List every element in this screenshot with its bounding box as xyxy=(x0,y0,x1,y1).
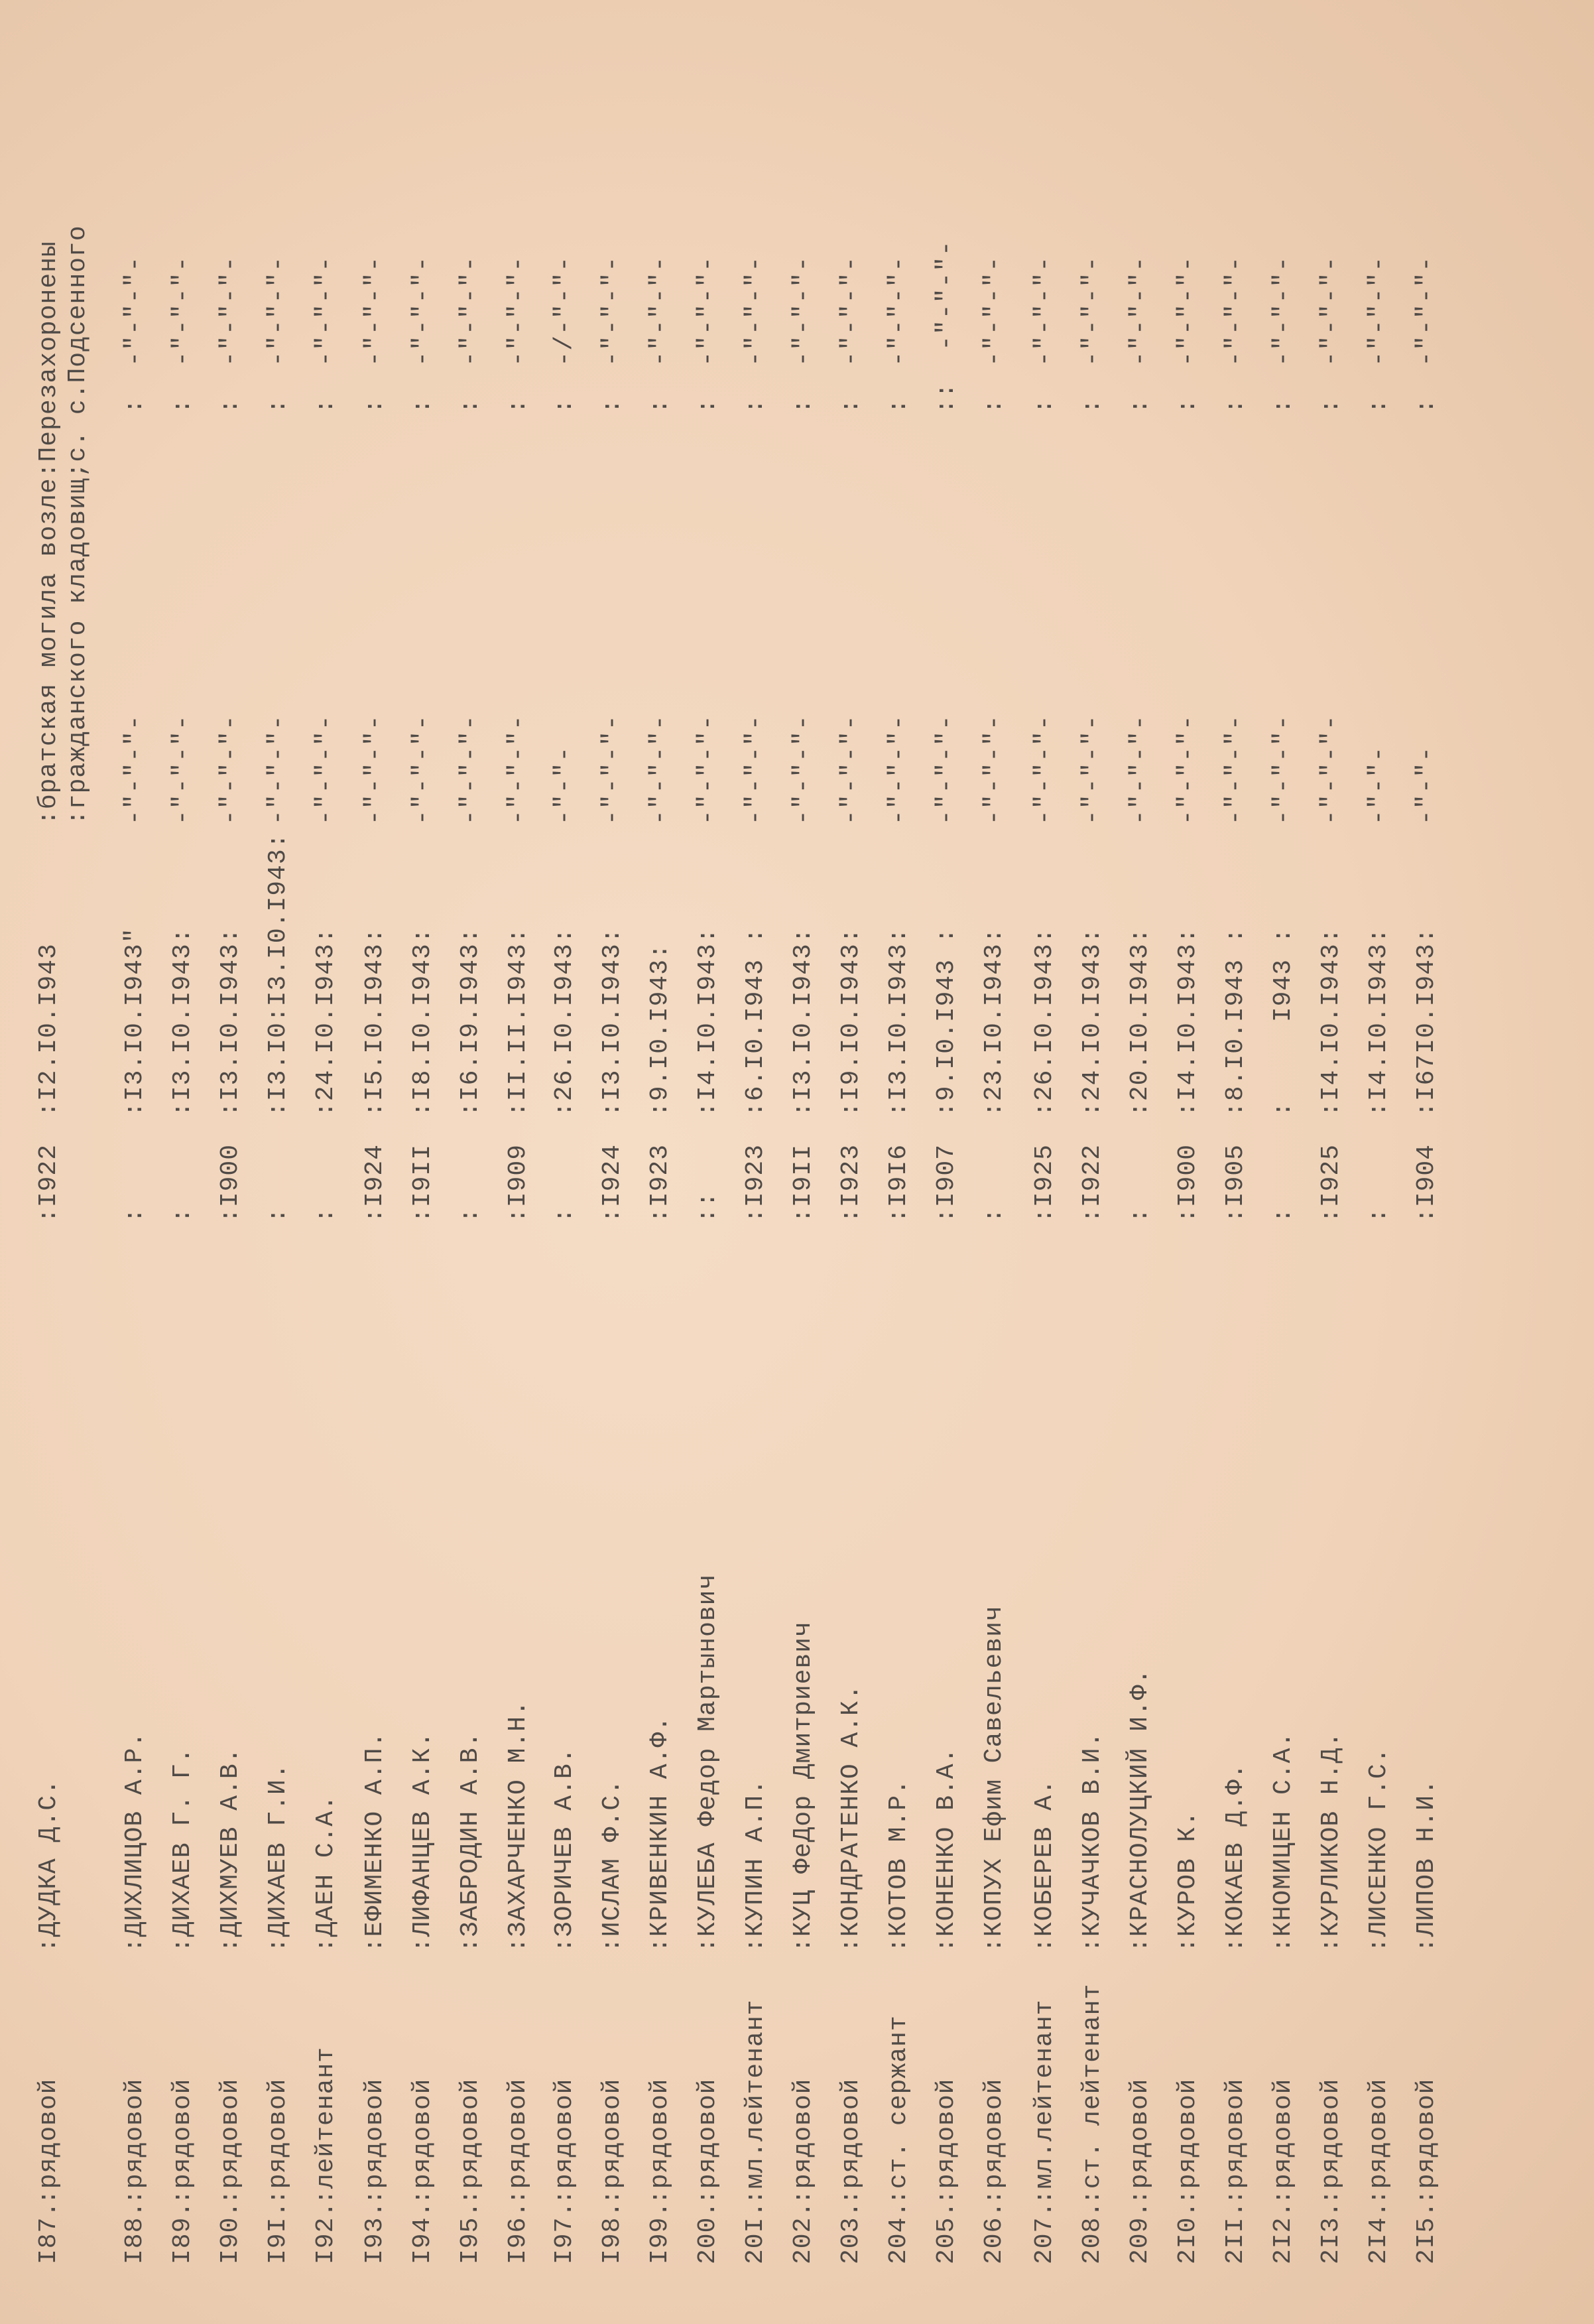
row-num: I94. xyxy=(408,2201,437,2264)
row-num: 2I5. xyxy=(1412,2201,1441,2264)
row-name: :КУЧАЧКОВ В.И. xyxy=(1078,1731,1107,1953)
row-rank: :рядовой xyxy=(980,2078,1009,2205)
row-note2: : -"-"-"- xyxy=(694,255,722,414)
row-name: :КРИВЕНКИН А.Ф. xyxy=(646,1715,674,1953)
row-year: :: xyxy=(694,1191,722,1223)
row-rank: :рядовой xyxy=(1221,2078,1250,2205)
row-rank: :рядовой xyxy=(598,2078,627,2205)
row-name: :КОТОВ М.Р. xyxy=(885,1779,913,1953)
row-year: :I9II xyxy=(789,1143,818,1223)
row-note2: : -"-"-"- xyxy=(1269,255,1298,414)
row-note2: : -"-"-"- xyxy=(741,255,770,414)
row-num: I93. xyxy=(361,2201,389,2264)
row-rank: :рядовой xyxy=(789,2078,818,2205)
row-date: :9.I0.I943 : xyxy=(932,927,961,1117)
row-rank: :рядовой xyxy=(550,2078,579,2205)
row-date: :I67I0.I943: xyxy=(1412,927,1441,1117)
row-num: 203. xyxy=(837,2201,865,2264)
row-note2: : -"-"-"- xyxy=(361,255,389,414)
row-num: 2II. xyxy=(1221,2201,1250,2264)
row-date: :8.I0.I943 : xyxy=(1221,927,1250,1117)
row-name: :КОБЕРЕВ А. xyxy=(1030,1779,1059,1953)
row-num: 2I2. xyxy=(1269,2201,1298,2264)
row-name: :ЛИСЕНКО Г.С. xyxy=(1365,1747,1393,1953)
row-note2: : -"-"-"- xyxy=(598,255,627,414)
row-year: : xyxy=(121,1207,149,1223)
row-num: 207. xyxy=(1030,2201,1059,2264)
row-rank: :мл.лейтенант xyxy=(741,1999,770,2205)
row-date: : I943 : xyxy=(1269,927,1298,1117)
row-date: :I4.I0.I943: xyxy=(1365,927,1393,1117)
row-name: :КУРОВ К. xyxy=(1174,1810,1202,1953)
row-note: -"-"-"- xyxy=(168,714,197,825)
row-note: -"-"-"- xyxy=(264,714,292,825)
row-num: I87. xyxy=(34,2201,63,2264)
row-rank: :рядовой xyxy=(408,2078,437,2205)
row-name: :КОКАЕВ Д.Ф. xyxy=(1221,1763,1250,1953)
row-note: -"-"-"- xyxy=(408,714,437,825)
row-date: :I4.I0.I943: xyxy=(1174,927,1202,1117)
row-rank: :рядовой xyxy=(1317,2078,1345,2205)
row-name: :ДИХМУЕВ А.В. xyxy=(216,1747,245,1953)
row-num: I96. xyxy=(504,2201,532,2264)
row-year: : xyxy=(312,1207,340,1223)
row-num: 2I3. xyxy=(1317,2201,1345,2264)
row-note: -"-"-"- xyxy=(885,714,913,825)
row-num: 204. xyxy=(885,2201,913,2264)
row-rank: :рядовой xyxy=(1412,2078,1441,2205)
row-date: :23.I0.I943: xyxy=(980,927,1009,1117)
row-year: :I925 xyxy=(1317,1143,1345,1223)
row-note2: : -"-"-"- xyxy=(1317,255,1345,414)
row-date: :I3.I0.I943: xyxy=(789,927,818,1117)
row-note: -"-"-"- xyxy=(789,714,818,825)
row-rank: :ст. сержант xyxy=(885,2015,913,2205)
row-num: I9I. xyxy=(264,2201,292,2264)
row-year: : xyxy=(168,1207,197,1223)
row-year: :I923 xyxy=(837,1143,865,1223)
row-note2: : -"-"-"- xyxy=(1126,255,1154,414)
row-date: :I4.I0.I943: xyxy=(694,927,722,1117)
row-year: :I924 xyxy=(598,1143,627,1223)
row-name: :КОНДРАТЕНКО А.К. xyxy=(837,1684,865,1953)
row-name: :КОНЕНКО В.А. xyxy=(932,1747,961,1953)
row-note2: : -"-"-"- xyxy=(1412,255,1441,414)
row-note2: : -"-"-"- xyxy=(1174,255,1202,414)
row-date: :I3.I0.I943" xyxy=(121,927,149,1117)
row-rank: :рядовой xyxy=(694,2078,722,2205)
row-year: :I904 xyxy=(1412,1143,1441,1223)
row-name: :КУЦ ФеДор Дмитриевич xyxy=(789,1621,818,1953)
row-num: 200. xyxy=(694,2201,722,2264)
row-note: -"-"-"- xyxy=(1317,714,1345,825)
row-rank: :рядовой xyxy=(121,2078,149,2205)
row-year: : xyxy=(264,1207,292,1223)
row-year: :I909 xyxy=(504,1143,532,1223)
row-name: :КУЛЕБА Федор Мартынович xyxy=(694,1573,722,1953)
row-note2: : -"-"-"- xyxy=(216,255,245,414)
row-year: :I907 xyxy=(932,1143,961,1223)
row-note2: : -"-"-"- xyxy=(1030,255,1059,414)
row-note2: : -"-"-"- xyxy=(408,255,437,414)
row-note2: : -"-"-"- xyxy=(312,255,340,414)
row-year: : xyxy=(456,1207,485,1223)
row-num: 205. xyxy=(932,2201,961,2264)
row-note: -"-"-"- xyxy=(121,714,149,825)
row-rank: :рядовой xyxy=(34,2078,63,2205)
row-num: I90. xyxy=(216,2201,245,2264)
row-note: -"-"- xyxy=(550,745,579,825)
row-rank: :рядовой xyxy=(216,2078,245,2205)
row-num: 2I4. xyxy=(1365,2201,1393,2264)
row-name: :ИСЛАМ Ф.С. xyxy=(598,1779,627,1953)
row-name: :ДАЕН С.А. xyxy=(312,1794,340,1953)
row-note2: : -"-"-"- xyxy=(1221,255,1250,414)
row-rank: :рядовой xyxy=(456,2078,485,2205)
row-note2: : -/-"-"- xyxy=(550,255,579,414)
row-rank: :лейтенант xyxy=(312,2046,340,2205)
row-year: : xyxy=(550,1207,579,1223)
row-name: :ДУДКА Д.С. xyxy=(34,1779,63,1953)
row-num: 20I. xyxy=(741,2201,770,2264)
row-date: :I9.I0.I943: xyxy=(837,927,865,1117)
row-note2: : -"-"-"- xyxy=(264,255,292,414)
row-name: :КУПИН А.П. xyxy=(741,1779,770,1953)
row-date: :I5.I0.I943: xyxy=(361,927,389,1117)
row-rank: :рядовой xyxy=(646,2078,674,2205)
row-note: -"-"-"- xyxy=(694,714,722,825)
header-line-1: :братская могила возле:Перезахоронены xyxy=(34,241,63,825)
row-date: :24.I0.I943: xyxy=(312,927,340,1117)
row-note: -"-"-"- xyxy=(980,714,1009,825)
row-date: :I2.I0.I943 xyxy=(34,943,63,1117)
row-rank: :рядовой xyxy=(504,2078,532,2205)
row-date: :I8.I0.I943: xyxy=(408,927,437,1117)
row-year: :I900 xyxy=(216,1143,245,1223)
row-name: :ДИХЛИЦОВ А.Р. xyxy=(121,1731,149,1953)
row-note: -"-"-"- xyxy=(312,714,340,825)
row-note: -"-"-"- xyxy=(837,714,865,825)
row-date: :20.I0.I943: xyxy=(1126,927,1154,1117)
row-note2: : -"-"-"- xyxy=(504,255,532,414)
row-name: :КУРЛИКОВ Н.Д. xyxy=(1317,1731,1345,1953)
row-note2: : -"-"-"- xyxy=(646,255,674,414)
row-year: :I925 xyxy=(1030,1143,1059,1223)
row-note: -"-"-"- xyxy=(1078,714,1107,825)
row-note: -"-"-"- xyxy=(598,714,627,825)
row-note: -"-"-"- xyxy=(741,714,770,825)
row-name: :ЗАБРОДИН А.В. xyxy=(456,1731,485,1953)
row-year: :I905 xyxy=(1221,1143,1250,1223)
row-name: :КНОМИЦЕН С.А. xyxy=(1269,1731,1298,1953)
row-note: -"-"-"- xyxy=(1126,714,1154,825)
row-num: 2I0. xyxy=(1174,2201,1202,2264)
row-num: 208. xyxy=(1078,2201,1107,2264)
row-num: I99. xyxy=(646,2201,674,2264)
row-rank: :мл.лейтенант xyxy=(1030,1999,1059,2205)
row-num: I98. xyxy=(598,2201,627,2264)
row-date: :I3.I0.I943: xyxy=(598,927,627,1117)
row-name: :ДИХАЕВ Г.И. xyxy=(264,1763,292,1953)
row-note: -"-"-"- xyxy=(456,714,485,825)
row-rank: :рядовой xyxy=(932,2078,961,2205)
row-date: :I3.I0.I943: xyxy=(168,927,197,1117)
row-num: 206. xyxy=(980,2201,1009,2264)
row-note: -"-"-"- xyxy=(361,714,389,825)
row-note: -"-"-"- xyxy=(1174,714,1202,825)
row-num: I89. xyxy=(168,2201,197,2264)
row-note2: : -"-"-"- xyxy=(980,255,1009,414)
row-note2: : -"-"-"- xyxy=(1078,255,1107,414)
row-name: :ЕФИМЕНКО А.П. xyxy=(361,1731,389,1953)
row-rank: :рядовой xyxy=(361,2078,389,2205)
row-year: :I922 xyxy=(1078,1143,1107,1223)
row-note: -"-"-"- xyxy=(504,714,532,825)
row-year: : xyxy=(1365,1207,1393,1223)
row-note: -"-"-"- xyxy=(1030,714,1059,825)
row-year: :I923 xyxy=(646,1143,674,1223)
row-rank: :рядовой xyxy=(1126,2078,1154,2205)
row-year: : xyxy=(1269,1207,1298,1223)
row-date: :26.I0.I943: xyxy=(550,927,579,1117)
row-note: -"-"-"- xyxy=(216,714,245,825)
row-year: :I923 xyxy=(741,1143,770,1223)
row-rank: :рядовой xyxy=(1174,2078,1202,2205)
row-num: I97. xyxy=(550,2201,579,2264)
row-date: :I6.I9.I943: xyxy=(456,927,485,1117)
row-year: :I922 xyxy=(34,1143,63,1223)
row-note2: : -"-"-"- xyxy=(456,255,485,414)
row-name: :КОПУХ Ефим Савельевич xyxy=(980,1605,1009,1953)
row-date: :26.I0.I943: xyxy=(1030,927,1059,1117)
row-note: -"-"- xyxy=(1412,745,1441,825)
row-note: -"-"-"- xyxy=(932,714,961,825)
row-note2: : -"-"-"- xyxy=(121,255,149,414)
row-year: : xyxy=(1126,1207,1154,1223)
row-year: :I900 xyxy=(1174,1143,1202,1223)
row-name: :ЗАХАРЧЕНКО М.Н. xyxy=(504,1700,532,1953)
row-rank: :рядовой xyxy=(1269,2078,1298,2205)
row-note2: : -"-"-"- xyxy=(168,255,197,414)
row-rank: :рядовой xyxy=(837,2078,865,2205)
row-rank: :рядовой xyxy=(264,2078,292,2205)
row-note: -"-"-"- xyxy=(1221,714,1250,825)
row-rank: :рядовой xyxy=(1365,2078,1393,2205)
row-year: :I9I6 xyxy=(885,1143,913,1223)
row-year: :I9II xyxy=(408,1143,437,1223)
row-num: I88. xyxy=(121,2201,149,2264)
row-note2: : -"-"-"- xyxy=(837,255,865,414)
row-name: :ДИХАЕВ Г. Г. xyxy=(168,1747,197,1953)
row-note: -"-"- xyxy=(1365,745,1393,825)
row-num: 209. xyxy=(1126,2201,1154,2264)
row-name: :КРАСНОЛУЦКИЙ И.Ф. xyxy=(1126,1668,1154,1953)
row-note2: :: -"-"-"- xyxy=(932,240,961,414)
row-date: :I4.I0.I943: xyxy=(1317,927,1345,1117)
row-note2: : -"-"-"- xyxy=(1365,255,1393,414)
row-name: :ЛИПОВ Н.И. xyxy=(1412,1779,1441,1953)
row-note2: : -"-"-"- xyxy=(789,255,818,414)
row-date: :6.I0.I943 : xyxy=(741,927,770,1117)
row-date: :24.I0.I943: xyxy=(1078,927,1107,1117)
row-name: :ЗОРИЧЕВ А.В. xyxy=(550,1747,579,1953)
row-num: 202. xyxy=(789,2201,818,2264)
row-note: -"-"-"- xyxy=(646,714,674,825)
row-name: :ЛИФАНЦЕВ А.К. xyxy=(408,1731,437,1953)
row-num: I95. xyxy=(456,2201,485,2264)
row-year: : xyxy=(980,1207,1009,1223)
row-rank: :ст. лейтенант xyxy=(1078,1983,1107,2205)
row-date: :II.II.I943: xyxy=(504,927,532,1117)
row-note: -"-"-"- xyxy=(1269,714,1298,825)
row-date: :I3.I0.I943: xyxy=(216,927,245,1117)
row-note2: : -"-"-"- xyxy=(885,255,913,414)
row-date: :I3.I0:I3.I0.I943: xyxy=(264,832,292,1117)
row-year: :I924 xyxy=(361,1143,389,1223)
row-num: I92. xyxy=(312,2201,340,2264)
row-date: :I3.I0.I943: xyxy=(885,927,913,1117)
row-rank: :рядовой xyxy=(168,2078,197,2205)
header-line-2: :гражданского кладовищ;с. с.Подсенного xyxy=(64,225,92,825)
row-date: :9.I0.I943: xyxy=(646,943,674,1117)
